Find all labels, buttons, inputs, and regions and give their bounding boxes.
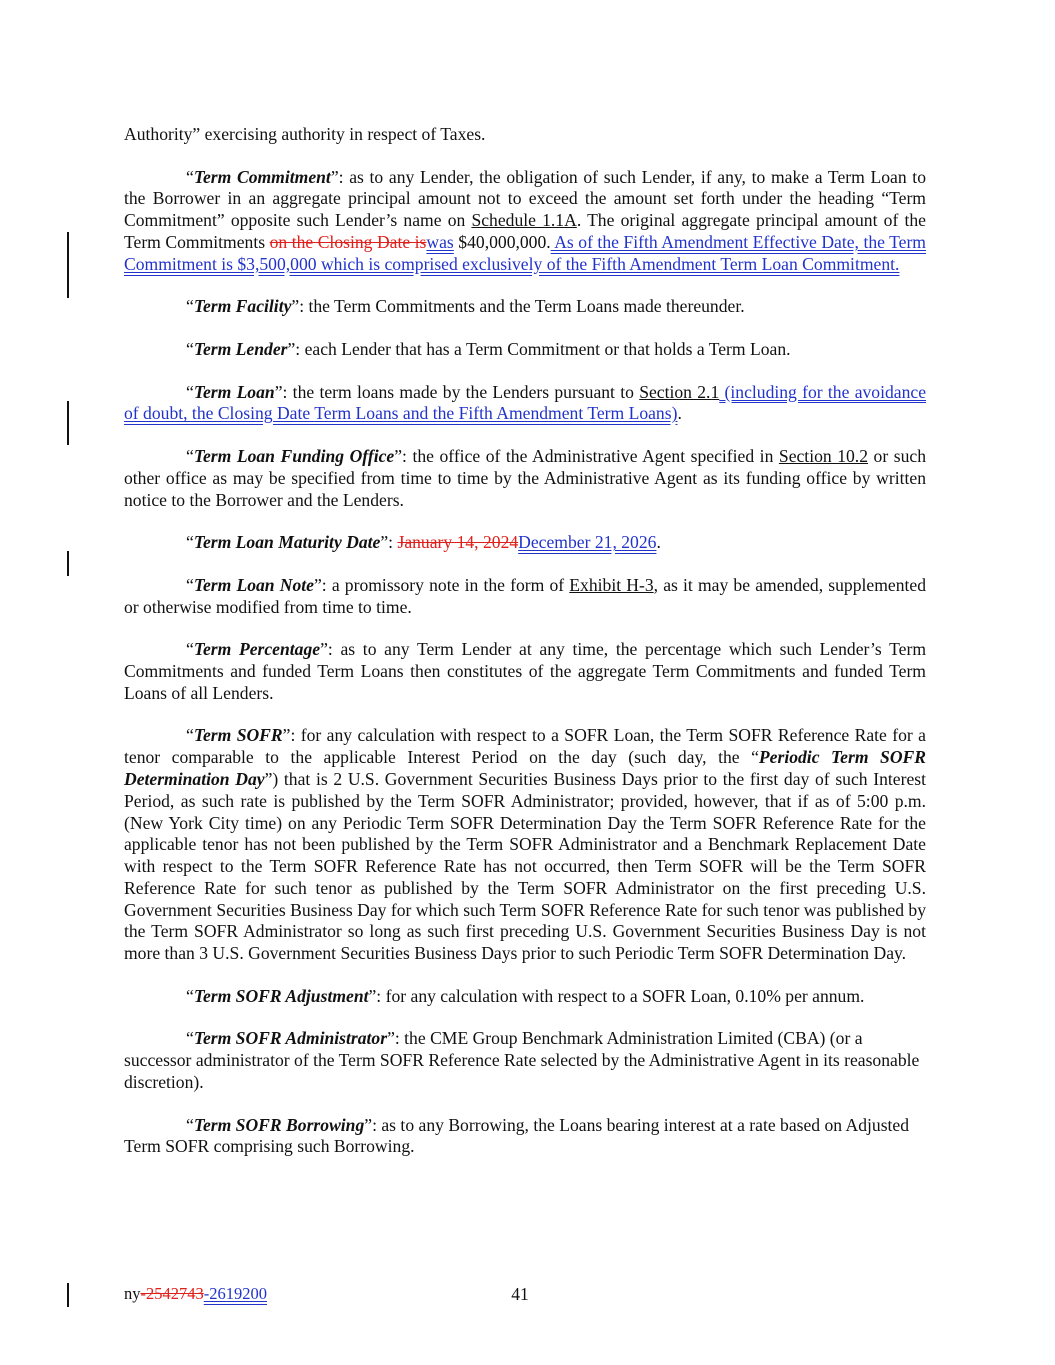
document-body	[124, 124, 926, 1179]
definition-term-sofr-administrator: “Term SOFR Administrator”: the CME Group Benchmark Administration Limited (CBA) (or a successor administrator of the Term SOFR Reference Rate selected by the Administrative Agent in its reasonable discretion).	[124, 1028, 920, 1093]
defined-term: Term Loan	[193, 381, 275, 402]
inserted-text: -2619200	[203, 1284, 267, 1303]
change-bar	[67, 232, 69, 298]
defined-term: Term Lender	[193, 338, 288, 359]
defined-term: Term Loan Maturity Date	[193, 532, 381, 553]
definition-term-loan: “Term Loan”: the term loans made by the Lenders pursuant to Section 2.1 (including for the avoidance of doubt, the Closing Date Term Loans and the Fifth Amendment Term Loans).	[124, 381, 927, 424]
change-bar	[67, 551, 69, 576]
page-number: 41	[511, 1284, 529, 1304]
definition-term-sofr-borrowing: “Term SOFR Borrowing”: as to any Borrowing, the Loans bearing interest at a rate based on Adjusted Term SOFR comprising such Borrowing.	[124, 1114, 910, 1157]
defined-term: Term SOFR Adjustment	[193, 985, 369, 1006]
deleted-text: -2542743	[140, 1284, 204, 1303]
definition-term-commitment: “Term Commitment”: as to any Lender, the obligation of such Lender, if any, to make a Term Loan to the Borrower in an aggregate principal amount not to exceed the amount set forth under the heading “Term Commitment” opposite such Lender’s name on Schedule 1.1A. The original aggregate principal amount of the Term Commitments on the Closing Date iswas $40,000,000. As of the Fifth Amendment Effective Date, the Term Commitment is $3,500,000 which is comprised exclusively of the Fifth Amendment Term Loan Commitment.	[124, 166, 926, 274]
inserted-text: (including for the avoidance of doubt, the Closing Date Term Loans and the Fifth Amendment Term Loans)	[124, 381, 927, 424]
definition-term-sofr-adjustment: “Term SOFR Adjustment”: for any calculation with respect to a SOFR Loan, 0.10% per annum.	[186, 985, 865, 1006]
definition-term-facility: “Term Facility”: the Term Commitments and the Term Loans made thereunder.	[186, 296, 745, 317]
inserted-text: December 21, 2026	[518, 532, 657, 553]
deleted-text: on the Closing Date is	[269, 231, 427, 252]
schedule-link[interactable]: Schedule 1.1A	[471, 210, 577, 231]
inserted-text: As of the Fifth Amendment Effective Date, the Term Commitment is $3,500,000 which is comprised exclusively of the Fifth Amendment Term Loan Commitment.	[124, 231, 926, 274]
definition-term-loan-maturity-date: “Term Loan Maturity Date”: January 14, 2024December 21, 2026.	[186, 532, 661, 553]
change-bar	[67, 401, 69, 445]
defined-term: Term SOFR	[193, 725, 283, 746]
paragraph-taxes	[124, 124, 926, 146]
defined-term: Term Loan Funding Office	[193, 445, 395, 466]
defined-term: Term Percentage	[193, 639, 321, 660]
inserted-text: was	[426, 231, 454, 252]
section-link[interactable]: Section 10.2	[778, 445, 869, 466]
definition-term-percentage: “Term Percentage”: as to any Term Lender at any time, the percentage which such Lender’s Term Commitments and funded Term Loans then constitutes of the aggregate Term Commitments and funded Term Loans of all Lenders.	[124, 639, 926, 703]
defined-term: Periodic Term SOFR Determination Day	[124, 747, 927, 789]
defined-term: Term Commitment	[193, 166, 331, 187]
defined-term: Term SOFR Administrator	[193, 1028, 388, 1049]
defined-term: Term SOFR Borrowing	[193, 1114, 365, 1135]
defined-term: Term Loan Note	[193, 574, 314, 595]
definition-term-loan-funding-office: “Term Loan Funding Office”: the office of the Administrative Agent specified in Section 10.2 or such other office as may be specified from time to time by the Administrative Agent as its funding office by written notice to the Borrower and the Lenders.	[124, 445, 926, 510]
deleted-text: January 14, 2024	[397, 532, 519, 553]
defined-term: Term Facility	[193, 296, 292, 317]
definition-term-lender: “Term Lender”: each Lender that has a Term Commitment or that holds a Term Loan.	[186, 338, 791, 359]
paragraph-text: Authority” exercising authority in respect of Taxes.	[124, 124, 486, 144]
exhibit-link[interactable]: Exhibit H-3	[569, 574, 654, 595]
section-link[interactable]: Section 2.1	[639, 381, 720, 402]
definition-term-sofr: “Term SOFR”: for any calculation with respect to a SOFR Loan, the Term SOFR Reference Rate for a tenor comparable to the applicable Interest Period on the day (such day, the “Periodic Term SOFR Determination Day”) that is 2 U.S. Government Securities Business Days prior to the first day of such Interest Period, as such rate is published by the Term SOFR Administrator; provided, however, that if as of 5:00 p.m. (New York City time) on any Periodic Term SOFR Determination Day the Term SOFR Reference Rate for the applicable tenor has not been published by the Term SOFR Administrator and a Benchmark Replacement Date with respect to the Term SOFR Reference Rate has not occurred, then Term SOFR will be the Term SOFR Reference Rate for such tenor as published by the Term SOFR Administrator on the first preceding U.S. Government Securities Business Day for which such Term SOFR Reference Rate for such tenor was published by the Term SOFR Administrator so long as such first preceding U.S. Government Securities Business Day is not more than 3 U.S. Government Securities Business Days prior to such Periodic Term SOFR Determination Day.	[124, 725, 927, 964]
definition-term-loan-note: “Term Loan Note”: a promissory note in the form of Exhibit H-3, as it may be amended, supplemented or otherwise modified from time to time.	[124, 574, 926, 617]
footer-prefix: ny	[124, 1284, 141, 1303]
